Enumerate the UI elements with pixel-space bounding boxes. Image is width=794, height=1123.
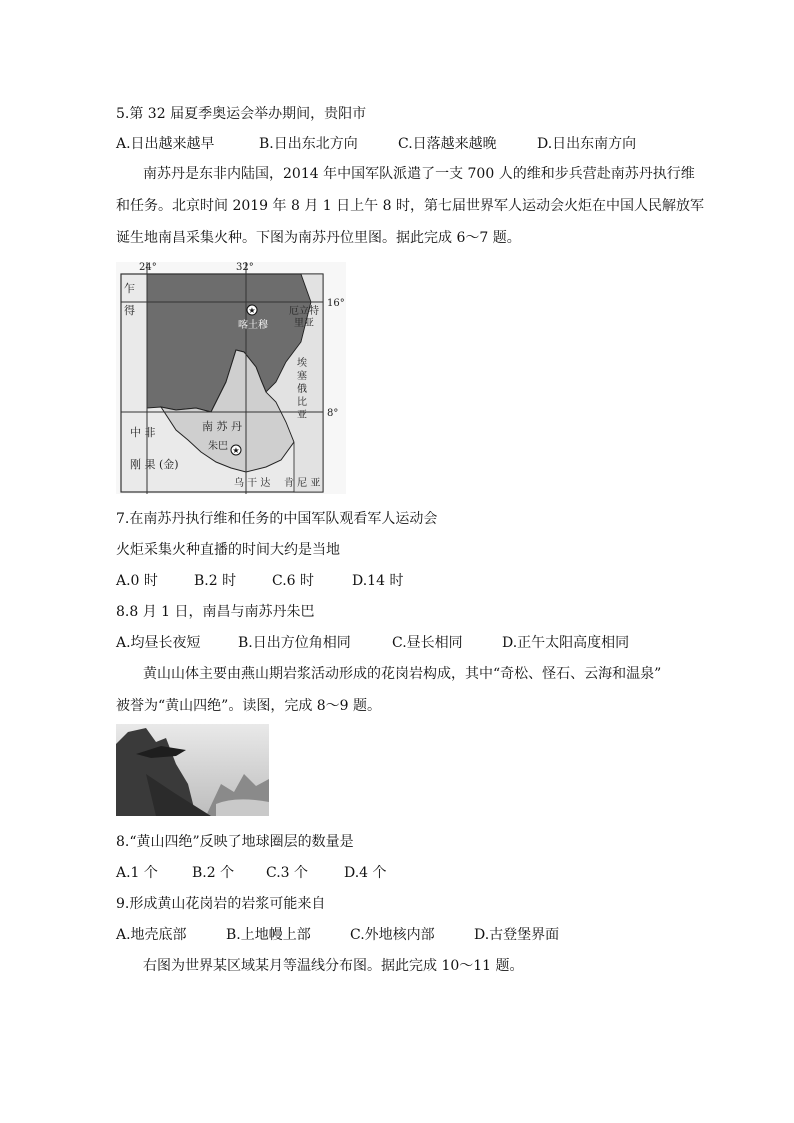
q8a-option-d: D.正午太阳高度相同 — [502, 635, 630, 651]
passage2-line2: 被誉为“黄山四绝”。读图，完成 8～9 题。 — [116, 698, 382, 714]
lon-label-24: 24° — [139, 262, 157, 273]
q9-option-b: B.上地幔上部 — [226, 927, 311, 943]
q9-option-a: A.地壳底部 — [116, 927, 187, 943]
q5-option-a: A.日出越来越早 — [116, 136, 215, 152]
south-sudan-map — [116, 262, 346, 494]
lat-label-8: 8° — [327, 408, 339, 419]
q5-option-c: C.日落越来越晚 — [398, 136, 497, 152]
label-car: 中 非 — [130, 426, 156, 439]
label-ethiopia-3: 俄 — [297, 384, 307, 395]
q7-options — [116, 571, 676, 591]
q9-options — [116, 925, 676, 945]
label-juba: 朱巴 — [208, 441, 228, 452]
q7-option-a: A.0 时 — [116, 573, 158, 589]
q7-option-d: D.14 时 — [352, 573, 404, 589]
q5-option-b: B.日出东北方向 — [259, 136, 358, 152]
q5-option-d: D.日出东南方向 — [537, 136, 637, 152]
label-khartoum: 喀土穆 — [238, 320, 268, 331]
q8b-options — [116, 863, 676, 883]
q5-options — [116, 134, 676, 154]
svg-text:★: ★ — [248, 306, 256, 315]
label-ethiopia-4: 比 — [297, 397, 307, 408]
q5-stem: 5.第 32 届夏季奥运会举办期间，贵阳市 — [116, 106, 367, 122]
q9-stem: 9.形成黄山花岗岩的岩浆可能来自 — [116, 896, 326, 912]
passage3-line1: 右图为世界某区域某月等温线分布图。据此完成 10～11 题。 — [143, 958, 524, 974]
q8a-options — [116, 633, 676, 653]
q7-stem-line1: 7.在南苏丹执行维和任务的中国军队观看军人运动会 — [116, 511, 438, 527]
q8a-option-a: A.均昼长夜短 — [116, 635, 201, 651]
label-chad-2: 得 — [124, 304, 135, 317]
lat-label-16: 16° — [327, 298, 345, 309]
q8b-option-d: D.4 个 — [344, 865, 387, 881]
label-eritrea-1: 厄立特 — [289, 306, 319, 317]
q7-option-b: B.2 时 — [194, 573, 237, 589]
q8a-stem: 8.8 月 1 日，南昌与南苏丹朱巴 — [116, 604, 315, 620]
q9-option-c: C.外地核内部 — [350, 927, 435, 943]
q8b-option-c: C.3 个 — [266, 865, 309, 881]
q7-stem-line2: 火炬采集火种直播的时间大约是当地 — [116, 542, 340, 558]
label-congo: 刚 果 (金) — [130, 458, 179, 471]
label-ethiopia-2: 塞 — [297, 371, 307, 382]
huangshan-photo — [116, 724, 269, 816]
q9-option-d: D.古登堡界面 — [474, 927, 560, 943]
label-eritrea-2: 里亚 — [294, 318, 314, 329]
q8a-option-c: C.昼长相同 — [392, 635, 463, 651]
label-ethiopia-5: 亚 — [297, 410, 307, 421]
map-figure — [116, 262, 346, 494]
passage2-line1: 黄山山体主要由燕山期岩浆活动形成的花岗岩构成，其中“奇松、怪石、云海和温泉” — [143, 666, 662, 682]
svg-text:★: ★ — [232, 446, 240, 455]
label-ethiopia-1: 埃 — [297, 358, 307, 369]
passage1-line2: 和任务。北京时间 2019 年 8 月 1 日上午 8 时，第七届世界军人运动会火炬在中国人民解放军 — [116, 198, 704, 214]
q8b-stem: 8.“黄山四绝”反映了地球圈层的数量是 — [116, 834, 354, 850]
label-uganda: 乌 干 达 — [234, 478, 271, 489]
label-kenya: 肯 尼 亚 — [284, 478, 321, 489]
q8a-option-b: B.日出方位角相同 — [238, 635, 351, 651]
q8b-option-b: B.2 个 — [192, 865, 235, 881]
q8b-option-a: A.1 个 — [116, 865, 158, 881]
lon-label-32: 32° — [236, 262, 254, 273]
q7-option-c: C.6 时 — [272, 573, 315, 589]
passage1-line3: 诞生地南昌采集火种。下图为南苏丹位里图。据此完成 6～7 题。 — [116, 230, 521, 246]
label-south-sudan: 南 苏 丹 — [202, 420, 242, 433]
label-chad-1: 乍 — [124, 282, 135, 295]
passage1-line1: 南苏丹是东非内陆国，2014 年中国军队派遣了一支 700 人的维和步兵营赴南苏丹执行维 — [143, 166, 695, 182]
